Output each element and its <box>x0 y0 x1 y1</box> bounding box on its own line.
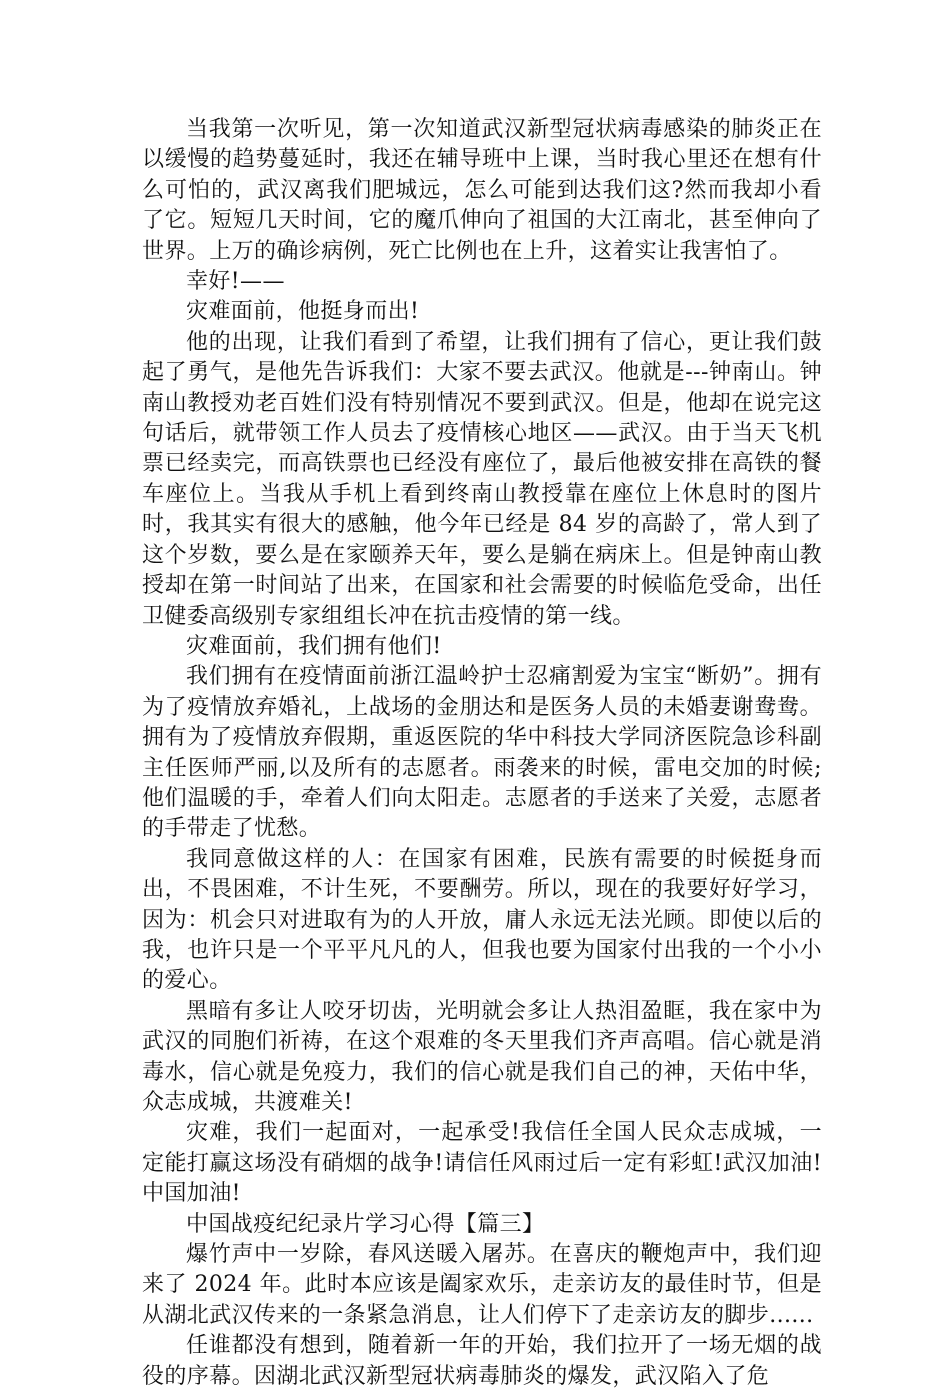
paragraph-willing: 我同意做这样的人：在国家有困难，民族有需要的时候挺身而出，不畏困难，不计生死，不要酬劳。所以，现在的我要好好学习，因为：机会只对进取有为的人开放，庸人永远无法光顾。即使以后的我，也许只是一个平平凡凡的人，但我也要为国家付出我的一个小小的爱心。 <box>142 846 822 994</box>
paragraph-intro: 当我第一次听见，第一次知道武汉新型冠状病毒感染的肺炎正在以缓慢的趋势蔓延时，我还在辅导班中上课，当时我心里还在想有什么可怕的，武汉离我们肥城远，怎么可能到达我们这?然而我却小看了它。短短几天时间，它的魔爪伸向了祖国的大江南北，甚至伸向了世界。上万的确诊病例，死亡比例也在上升，这着实让我害怕了。 <box>142 117 822 264</box>
paragraph-new-year: 爆竹声中一岁除，春风送暖入屠苏。在喜庆的鞭炮声中，我们迎来了 2024 年。此时本应该是阖家欢乐，走亲访友的最佳时节，但是从湖北武汉传来的一条紧急消息，让人们停下了走亲访友的脚步...... <box>142 1242 822 1328</box>
document-body <box>142 115 822 1392</box>
paragraph-zhong-nanshan: 他的出现，让我们看到了希望，让我们拥有了信心，更让我们鼓起了勇气，是他先告诉我们：大家不要去武汉。他就是---钟南山。钟南山教授劝老百姓们没有特别情况不要到武汉。但是，他却在说完这句话后，就带领工作人员去了疫情核心地区——武汉。由于当天飞机票已经卖完，而高铁票也已经没有座位了，最后他被安排在高铁的餐车座位上。当我从手机上看到终南山教授靠在座位上休息时的图片时，我其实有很大的感触，他今年已经是 84 岁的高龄了，常人到了这个岁数，要么是在家颐养天年，要么是躺在病床上。但是钟南山教授却在第一时间站了出来，在国家和社会需要的时候临危受命，出任卫健委高级别专家组组长冲在抗击疫情的第一线。 <box>142 329 822 629</box>
paragraph-battle: 任谁都没有想到，随着新一年的开始，我们拉开了一场无烟的战役的序幕。因湖北武汉新型冠状病毒肺炎的爆发，武汉陷入了危 <box>142 1333 822 1389</box>
paragraph-heroes: 我们拥有在疫情面前浙江温岭护士忍痛割爱为宝宝“断奶”。拥有为了疫情放弃婚礼，上战场的金朋达和是医务人员的未婚妻谢鸯鸯。拥有为了疫情放弃假期，重返医院的华中科技大学同济医院急诊科副主任医师严丽,以及所有的志愿者。雨袭来的时候，雷电交加的时候;他们温暖的手，牵着人们向太阳走。志愿者的手送来了关爱，志愿者的手带走了忧愁。 <box>142 664 822 842</box>
section-heading: 中国战疫纪纪录片学习心得【篇三】 <box>186 1211 545 1237</box>
paragraph-face-together: 灾难，我们一起面对，一起承受!我信任全国人民众志成城，一定能打赢这场没有硝烟的战争!请信任风雨过后一定有彩虹!武汉加油!中国加油! <box>142 1120 822 1207</box>
paragraph-he-stepped-forward: 灾难面前，他挺身而出! <box>186 299 420 325</box>
paragraph-we-have-them: 灾难面前，我们拥有他们! <box>186 633 442 659</box>
paragraph-prayer: 黑暗有多让人咬牙切齿，光明就会多让人热泪盈眶，我在家中为武汉的同胞们祈祷，在这个艰难的冬天里我们齐声高唱。信心就是消毒水，信心就是免疫力，我们的信心就是我们自己的神，天佑中华，众志成城，共渡难关! <box>142 998 822 1115</box>
paragraph-fortunately: 幸好!—— <box>186 269 285 295</box>
